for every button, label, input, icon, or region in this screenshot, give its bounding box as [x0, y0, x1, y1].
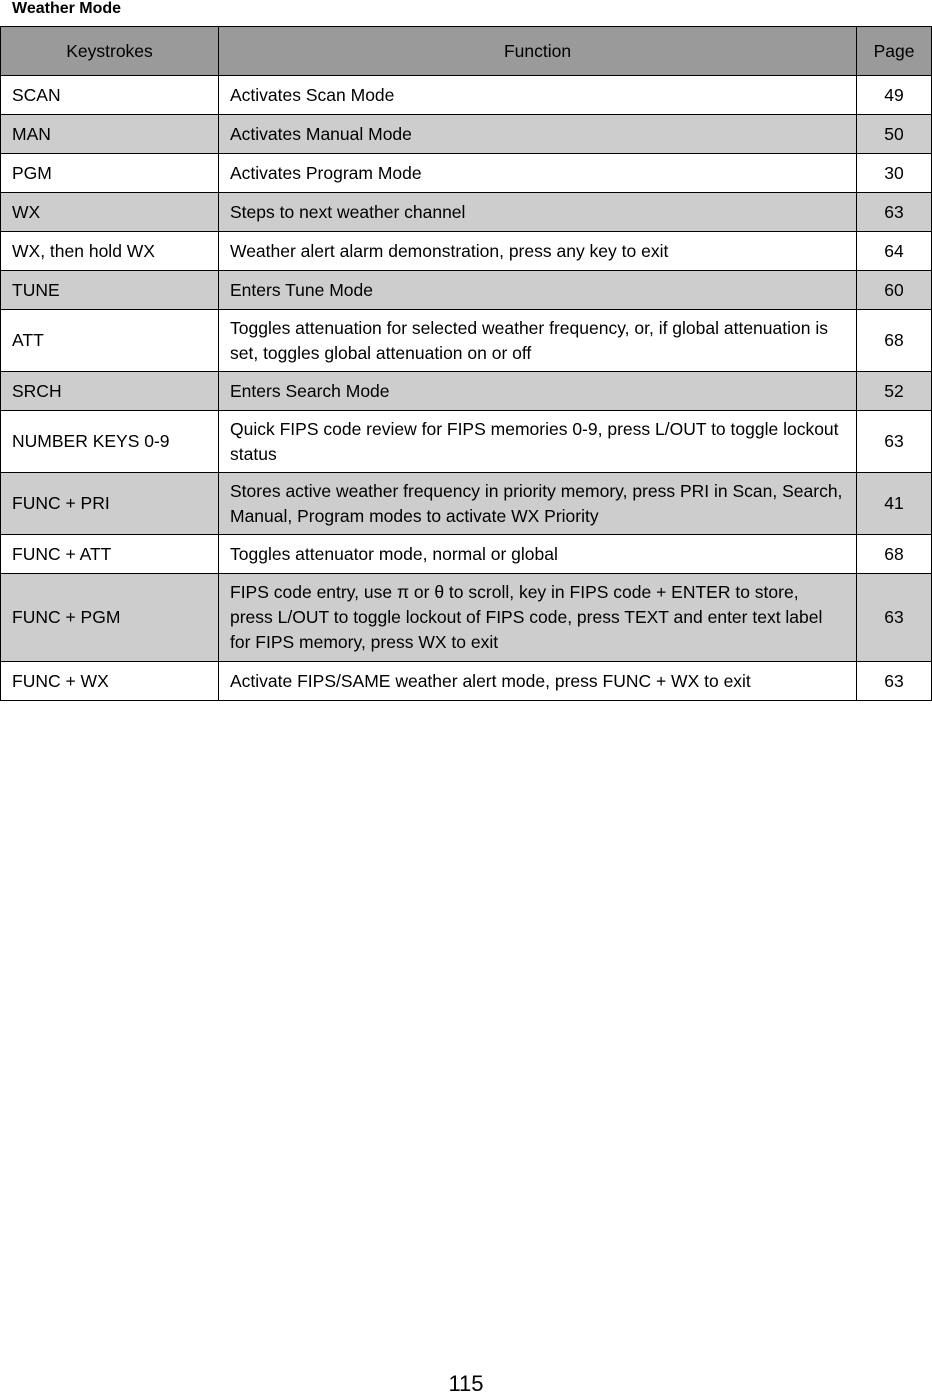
- function-cell: Enters Search Mode: [219, 372, 857, 411]
- table-row: [1, 535, 932, 574]
- keystroke-cell: WX, then hold WX: [1, 232, 219, 271]
- table-row: [1, 271, 932, 310]
- weather-mode-table: [0, 26, 932, 701]
- table-row: [1, 193, 932, 232]
- page-cell: 64: [857, 232, 932, 271]
- page-cell: 30: [857, 154, 932, 193]
- keystroke-cell: FUNC + PGM: [1, 574, 219, 662]
- table-row: [1, 574, 932, 662]
- function-cell: Toggles attenuation for selected weather frequency, or, if global attenuation is set, toggles global attenuation on or off: [219, 310, 857, 372]
- table-row: [1, 662, 932, 701]
- keystroke-cell: WX: [1, 193, 219, 232]
- function-cell: Quick FIPS code review for FIPS memories 0-9, press L/OUT to toggle lockout status: [219, 411, 857, 473]
- keystroke-cell: FUNC + PRI: [1, 473, 219, 535]
- table-row: [1, 411, 932, 473]
- table-row: [1, 115, 932, 154]
- function-cell: Toggles attenuator mode, normal or global: [219, 535, 857, 574]
- keystroke-cell: PGM: [1, 154, 219, 193]
- keystroke-cell: SCAN: [1, 76, 219, 115]
- keystroke-cell: NUMBER KEYS 0-9: [1, 411, 219, 473]
- page-cell: 41: [857, 473, 932, 535]
- header-function: Function: [219, 27, 857, 76]
- table-row: [1, 76, 932, 115]
- page-cell: 63: [857, 411, 932, 473]
- table-row: [1, 232, 932, 271]
- page-cell: 60: [857, 271, 932, 310]
- function-cell: Weather alert alarm demonstration, press any key to exit: [219, 232, 857, 271]
- page-cell: 63: [857, 193, 932, 232]
- keystroke-cell: TUNE: [1, 271, 219, 310]
- page-cell: 50: [857, 115, 932, 154]
- function-cell: Stores active weather frequency in priority memory, press PRI in Scan, Search, Manual, Program modes to activate WX Priority: [219, 473, 857, 535]
- keystroke-cell: ATT: [1, 310, 219, 372]
- keystroke-cell: FUNC + WX: [1, 662, 219, 701]
- page-cell: 63: [857, 662, 932, 701]
- function-cell: Activates Program Mode: [219, 154, 857, 193]
- table-row: [1, 310, 932, 372]
- function-cell: Steps to next weather channel: [219, 193, 857, 232]
- page-cell: 49: [857, 76, 932, 115]
- keystroke-cell: MAN: [1, 115, 219, 154]
- header-page: Page: [857, 27, 932, 76]
- function-cell: Enters Tune Mode: [219, 271, 857, 310]
- table-row: [1, 372, 932, 411]
- section-title: Weather Mode: [12, 0, 122, 17]
- page-cell: 68: [857, 310, 932, 372]
- function-cell: Activate FIPS/SAME weather alert mode, press FUNC + WX to exit: [219, 662, 857, 701]
- page-number: 115: [448, 1371, 484, 1396]
- keystroke-cell: SRCH: [1, 372, 219, 411]
- table-header-row: [1, 27, 932, 76]
- keystroke-cell: FUNC + ATT: [1, 535, 219, 574]
- page-cell: 68: [857, 535, 932, 574]
- table-row: [1, 473, 932, 535]
- page-cell: 52: [857, 372, 932, 411]
- table-row: [1, 154, 932, 193]
- function-cell: FIPS code entry, use π or θ to scroll, key in FIPS code + ENTER to store, press L/OUT to toggle lockout of FIPS code, press TEXT and enter text label for FIPS memory, press WX to exit: [219, 574, 857, 662]
- function-cell: Activates Scan Mode: [219, 76, 857, 115]
- function-cell: Activates Manual Mode: [219, 115, 857, 154]
- page-cell: 63: [857, 574, 932, 662]
- header-keystrokes: Keystrokes: [1, 27, 219, 76]
